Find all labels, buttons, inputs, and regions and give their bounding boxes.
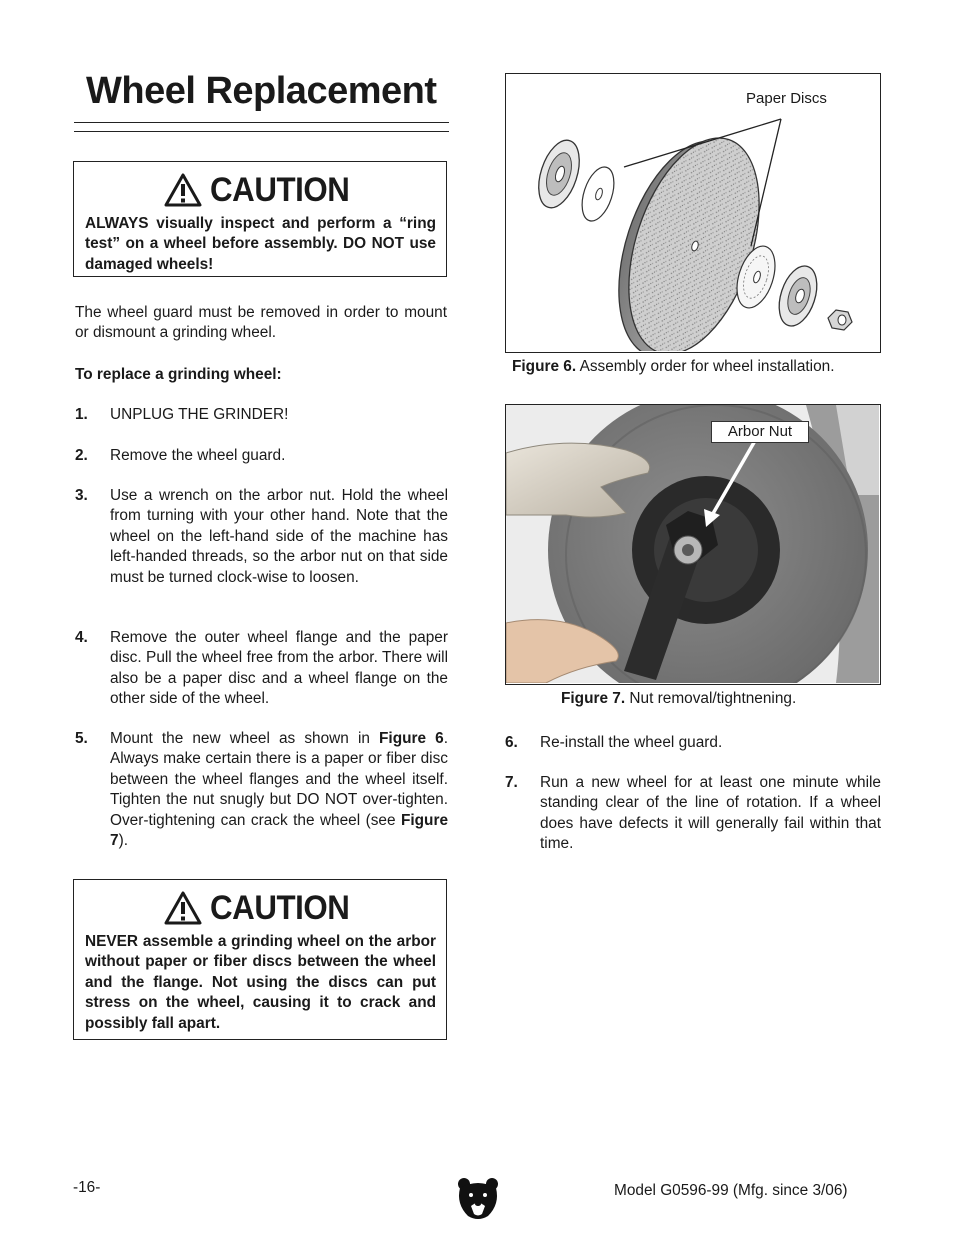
arbor-nut bbox=[828, 310, 852, 330]
caution-text: ALWAYS visually inspect and perform a “ring test” on a wheel before assembly. DO NOT use damaged wheels! bbox=[85, 215, 436, 273]
step-number: 4. bbox=[75, 629, 88, 646]
step-5 bbox=[75, 729, 448, 851]
step-number: 5. bbox=[75, 730, 88, 747]
figure-6-reference[interactable]: Figure 6 bbox=[379, 730, 444, 747]
caution-box-paper-discs bbox=[73, 879, 447, 1040]
step-4 bbox=[75, 628, 448, 710]
step-number: 3. bbox=[75, 487, 88, 504]
warning-triangle-icon bbox=[164, 173, 202, 207]
wheel-assembly-diagram bbox=[506, 74, 879, 351]
step-text: Use a wrench on the arbor nut. Hold the wheel from turning with your other hand. Note that the wheel on the left-hand side of the machine has left-handed threads, so the arbor nut on that side must be turned clock-wise to loosen. bbox=[110, 487, 448, 586]
caution-header bbox=[74, 170, 446, 210]
page-number: -16- bbox=[73, 1179, 101, 1196]
step-text: Remove the outer wheel flange and the paper disc. Pull the wheel free from the arbor. There will also be a paper disc and a wheel flange on the other side of the wheel. bbox=[110, 629, 448, 708]
figure-7-reference[interactable]: Figure 7 bbox=[110, 811, 448, 850]
figure-7-caption: Figure 7. Nut removal/tightnening. bbox=[561, 690, 797, 707]
arbor-nut-callout: Arbor Nut bbox=[711, 421, 809, 443]
paper-disc-inner bbox=[576, 163, 620, 225]
procedure-heading: To replace a grinding wheel: bbox=[75, 366, 282, 383]
step-text: Run a new wheel for at least one minute while standing clear of the line of rotation. If a wheel does have defects it will generally fail within that time. bbox=[540, 774, 881, 853]
bear-head-logo-icon bbox=[456, 1176, 500, 1222]
grinding-wheel bbox=[594, 122, 784, 351]
figure-6-caption: Figure 6. Assembly order for wheel installation. bbox=[512, 358, 835, 375]
inner-flange bbox=[531, 135, 587, 213]
model-footer: Model G0596-99 (Mfg. since 3/06) bbox=[614, 1182, 848, 1199]
warning-triangle-icon bbox=[164, 891, 202, 925]
outer-flange bbox=[772, 261, 823, 330]
caution-heading: CAUTION bbox=[210, 888, 350, 927]
step-text: Remove the wheel guard. bbox=[110, 447, 286, 464]
title-rule-bottom bbox=[74, 131, 449, 132]
step-7 bbox=[505, 773, 881, 855]
arbor-nut-photo bbox=[506, 405, 879, 683]
step-3 bbox=[75, 486, 448, 588]
title-rule-top bbox=[74, 122, 449, 123]
intro-paragraph: The wheel guard must be removed in order to mount or dismount a grinding wheel. bbox=[75, 304, 447, 342]
caution-text: NEVER assemble a grinding wheel on the arbor without paper or fiber discs between the wheel and the flange. Not using the discs can put stress on the wheel, causing it to crack and possibly fall apart. bbox=[85, 933, 436, 1032]
step-6 bbox=[505, 733, 881, 753]
step-2 bbox=[75, 446, 448, 466]
paper-discs-callout: Paper Discs bbox=[746, 90, 827, 107]
step-text: UNPLUG THE GRINDER! bbox=[110, 406, 289, 423]
step-number: 6. bbox=[505, 734, 518, 751]
caution-box-ring-test bbox=[73, 161, 447, 277]
figure-7-frame bbox=[505, 404, 881, 685]
step-number: 1. bbox=[75, 406, 88, 423]
caution-header bbox=[74, 888, 446, 928]
step-number: 2. bbox=[75, 447, 88, 464]
step-number: 7. bbox=[505, 774, 518, 791]
caution-heading: CAUTION bbox=[210, 170, 350, 209]
step-text: Re-install the wheel guard. bbox=[540, 734, 723, 751]
step-1 bbox=[75, 405, 448, 425]
figure-6-frame bbox=[505, 73, 881, 353]
step-text: Mount the new wheel as shown in Figure 6. Always make certain there is a paper or fiber disc between the wheel flanges and the wheel itself. Tighten the nut snugly but DO NOT over-tighten. Over-tightening can crack the wheel (see Figure 7). bbox=[110, 730, 448, 850]
page-title: Wheel Replacement bbox=[86, 70, 437, 112]
